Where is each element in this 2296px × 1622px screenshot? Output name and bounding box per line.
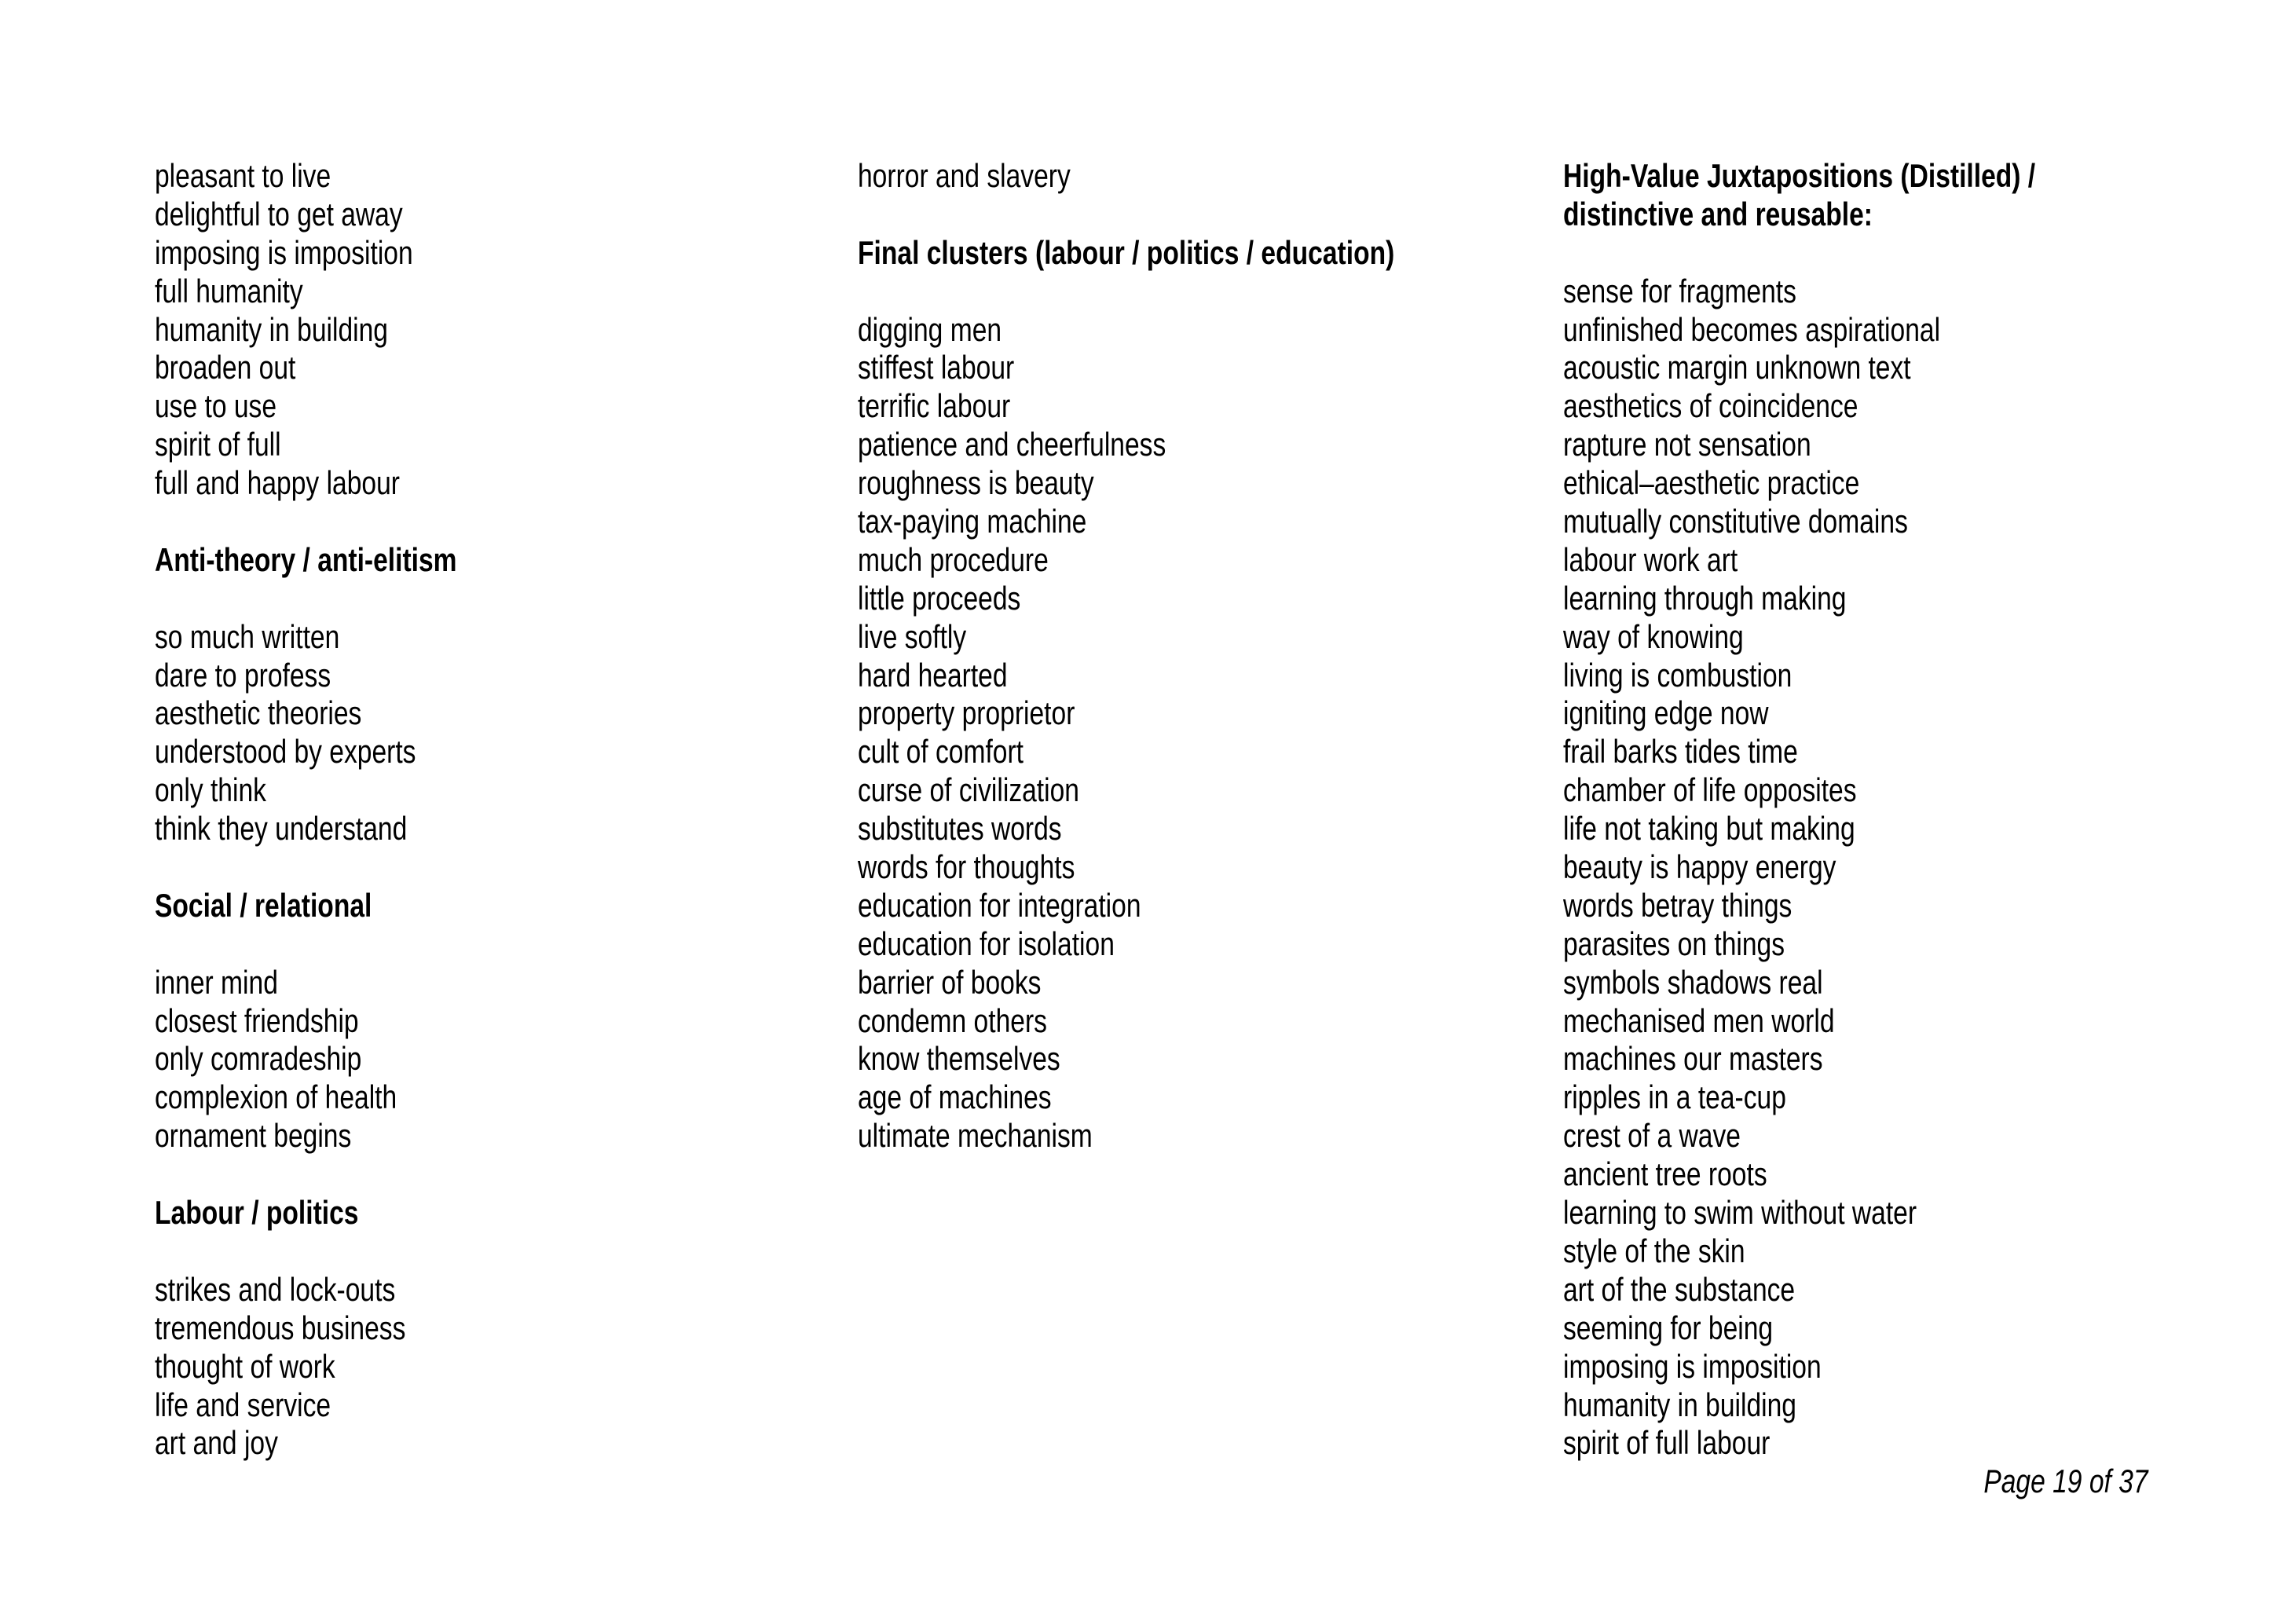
text-line: art of the substance [1563,1270,1796,1308]
text-line: crest of a wave [1563,1117,1741,1155]
text-line: life and service [155,1386,331,1423]
text-line: ripples in a tea-cup [1563,1078,1786,1116]
text-line: seeming for being [1563,1309,1774,1346]
text-line: imposing is imposition [155,233,413,271]
text-line: roughness is beauty [858,464,1094,502]
text-line: property proprietor [858,694,1075,732]
text-line: pleasant to live [155,157,331,194]
blank-line [1563,234,2035,273]
text-line: full and happy labour [155,464,400,502]
text-line: education for isolation [858,925,1115,962]
text-line: mechanised men world [1563,1001,1835,1039]
text-line: full humanity [155,272,303,309]
blank-line [155,1232,457,1271]
text-line: rapture not sensation [1563,426,1811,463]
text-line: stiffest labour [858,349,1015,386]
text-line: live softly [858,617,967,655]
text-line: words betray things [1563,886,1792,924]
section-heading: Social / relational [155,886,372,924]
blank-line [155,1155,457,1194]
text-line: aesthetics of coincidence [1563,387,1858,425]
text-line: terrific labour [858,387,1011,425]
text-line: ultimate mechanism [858,1117,1093,1155]
text-line: ancient tree roots [1563,1155,1767,1193]
text-line: use to use [155,387,277,425]
text-line: humanity in building [155,310,388,348]
text-line: know themselves [858,1040,1060,1078]
text-line: inner mind [155,963,278,1001]
text-line: little proceeds [858,579,1021,617]
text-line: learning to swim without water [1563,1194,1917,1232]
text-line: strikes and lock-outs [155,1270,396,1308]
text-line: only think [155,771,266,809]
text-line: aesthetic theories [155,694,362,732]
text-line: art and joy [155,1424,278,1462]
text-line: broaden out [155,349,296,386]
text-line: life not taking but making [1563,810,1855,848]
blank-line [155,848,457,887]
text-line: way of knowing [1563,617,1744,655]
section-heading: High-Value Juxtapositions (Distilled) / [1563,157,2036,194]
text-line: delightful to get away [155,195,403,232]
text-line: barrier of books [858,963,1042,1001]
text-line: symbols shadows real [1563,963,1823,1001]
text-line: machines our masters [1563,1040,1823,1078]
text-line: dare to profess [155,656,331,694]
blank-line [155,580,457,618]
text-line: chamber of life opposites [1563,771,1857,809]
section-heading: Labour / politics [155,1194,359,1232]
text-line: so much written [155,617,340,655]
page-number: Page 19 of 37 [1983,1463,2148,1499]
blank-line [858,196,1394,234]
text-line: style of the skin [1563,1232,1745,1269]
text-line: only comradeship [155,1040,362,1078]
text-line: spirit of full [155,426,281,463]
text-line: parasites on things [1563,925,1785,962]
text-line: hard hearted [858,656,1008,694]
text-line: age of machines [858,1078,1052,1116]
text-line: tremendous business [155,1309,406,1346]
text-column-right [1563,157,2153,1463]
text-line: imposing is imposition [1563,1347,1822,1385]
text-line: sense for fragments [1563,272,1796,309]
text-line: labour work art [1563,540,1738,578]
text-line: understood by experts [155,733,416,771]
text-line: frail barks tides time [1563,733,1798,771]
text-line: curse of civilization [858,771,1079,809]
text-line: beauty is happy energy [1563,848,1836,886]
section-heading: Anti-theory / anti-elitism [155,540,457,578]
text-column-middle [858,157,1529,1155]
text-line: horror and slavery [858,157,1071,194]
text-line: cult of comfort [858,733,1024,771]
text-line: patience and cheerfulness [858,426,1166,463]
text-line: condemn others [858,1001,1047,1039]
text-line: words for thoughts [858,848,1075,886]
blank-line [858,273,1394,311]
text-line: complexion of health [155,1078,397,1116]
section-heading: Final clusters (labour / politics / education) [858,233,1395,271]
text-line: think they understand [155,810,408,848]
text-line: digging men [858,310,1002,348]
text-line: learning through making [1563,579,1847,617]
text-line: much procedure [858,540,1049,578]
blank-line [155,925,457,964]
text-line: humanity in building [1563,1386,1796,1423]
text-line: unfinished becomes aspirational [1563,310,1941,348]
text-line: closest friendship [155,1001,359,1039]
text-column-left [155,157,533,1463]
text-line: igniting edge now [1563,694,1769,732]
text-line: ornament begins [155,1117,352,1155]
section-heading: distinctive and reusable: [1563,195,1873,232]
text-line: thought of work [155,1347,335,1385]
text-line: tax-paying machine [858,503,1087,540]
text-line: living is combustion [1563,656,1792,694]
text-line: acoustic margin unknown text [1563,349,1911,386]
text-line: mutually constitutive domains [1563,503,1908,540]
text-line: spirit of full labour [1563,1424,1771,1462]
text-line: ethical–aesthetic practice [1563,464,1860,502]
text-line: substitutes words [858,810,1062,848]
text-line: education for integration [858,886,1141,924]
blank-line [155,503,457,541]
